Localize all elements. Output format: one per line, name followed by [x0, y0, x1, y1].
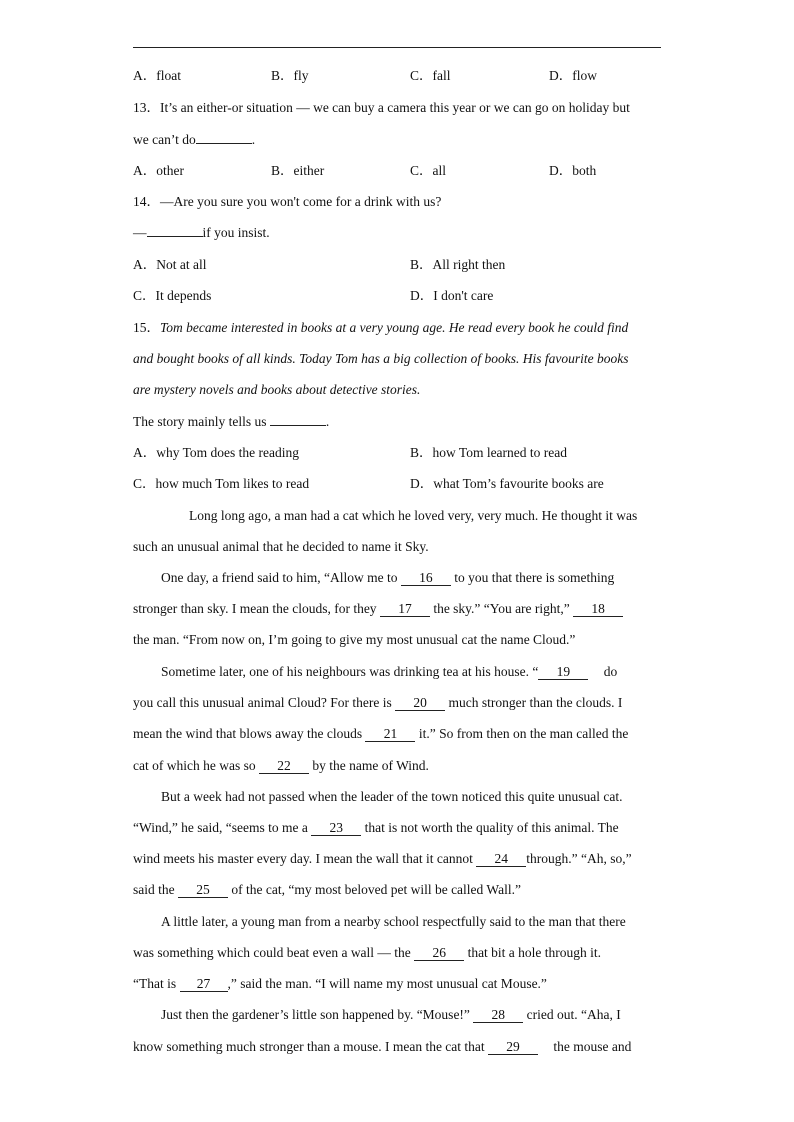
cloze-p6-line1 [161, 1006, 661, 1024]
q15-option-a[interactable]: A．why Tom does the reading [133, 445, 300, 460]
cloze-p1-line1: Long long ago, a man had a cat which he loved very, very much. He thought it was [189, 508, 638, 523]
q14-stem-end: if you insist. [202, 225, 270, 240]
cloze-blank-17: 17 [380, 602, 430, 617]
cloze-blank-22: 22 [259, 759, 309, 774]
q13-stem-end: . [251, 132, 256, 147]
cloze-text: said the [133, 882, 178, 897]
cloze-text: through.” “Ah, so,” [526, 851, 632, 866]
cloze-blank-24: 24 [476, 852, 526, 867]
q15-number: 15． [133, 320, 160, 335]
cloze-text: do [600, 664, 618, 679]
q13-option-b[interactable]: B．either [271, 163, 325, 178]
q15-passage-line3: are mystery novels and books about detective stories. [133, 382, 421, 397]
cloze-p3-line4 [133, 757, 663, 775]
cloze-text: wind meets his master every day. I mean the wall that it cannot [133, 851, 477, 866]
cloze-text: Just then the gardener’s little son happened by. “Mouse!” [161, 1007, 474, 1022]
cloze-text: cat of which he was so [133, 758, 259, 773]
q14-option-c[interactable]: C．It depends [133, 288, 212, 303]
cloze-p4-line4 [133, 881, 663, 899]
cloze-text: it.” So from then on the man called the [415, 726, 629, 741]
cloze-text: cried out. “Aha, I [523, 1007, 621, 1022]
q13-option-a[interactable]: A．other [133, 163, 184, 178]
cloze-text: to you that there is something [450, 570, 615, 585]
q15-question [133, 413, 663, 431]
q12-option-d[interactable]: D．flow [549, 68, 597, 83]
cloze-blank-26: 26 [414, 946, 464, 961]
q13-stem-line2 [133, 131, 663, 149]
cloze-p3-line2 [133, 694, 663, 712]
q15-passage-line2: and bought books of all kinds. Today Tom has a big collection of books. His favourite books [133, 351, 629, 366]
cloze-p4-line3 [133, 850, 663, 868]
q15-passage-text1: Tom became interested in books at a very young age. He read every book he could find [160, 320, 629, 335]
cloze-text: One day, a friend said to him, “Allow me to [161, 570, 401, 585]
cloze-text: by the name of Wind. [308, 758, 429, 773]
q13-blank [196, 143, 252, 144]
cloze-p5-line2 [133, 944, 663, 962]
cloze-text: mean the wind that blows away the clouds [133, 726, 366, 741]
q15-blank [270, 425, 326, 426]
q13-stem-line1: 13．It’s an either-or situation — we can buy a camera this year or we can go on holiday but [133, 100, 630, 115]
cloze-text: “That is [133, 976, 180, 991]
cloze-blank-25: 25 [178, 883, 228, 898]
cloze-blank-16: 16 [401, 571, 451, 586]
cloze-text: of the cat, “my most beloved pet will be called Wall.” [228, 882, 521, 897]
cloze-p4-line1: But a week had not passed when the leader of the town noticed this quite unusual cat. [161, 789, 623, 804]
cloze-text: that bit a hole through it. [464, 945, 602, 960]
cloze-text: know something much stronger than a mouse. I mean the cat that [133, 1039, 489, 1054]
cloze-text: the mouse and [550, 1039, 632, 1054]
q13-option-d[interactable]: D．both [549, 163, 597, 178]
cloze-blank-18: 18 [573, 602, 623, 617]
q14-option-a[interactable]: A．Not at all [133, 257, 207, 272]
q15-question-end: . [325, 414, 330, 429]
cloze-text: that is not worth the quality of this animal. The [361, 820, 619, 835]
cloze-text: the sky.” “You are right,” [429, 601, 574, 616]
q15-passage-line1 [133, 319, 663, 337]
cloze-blank-29: 29 [488, 1040, 538, 1055]
q14-stem-line1: 14．—Are you sure you won't come for a drink with us? [133, 194, 442, 209]
cloze-p3-line1 [161, 663, 661, 681]
cloze-text: Sometime later, one of his neighbours was drinking tea at his house. “ [161, 664, 539, 679]
q14-option-d[interactable]: D．I don't care [410, 288, 494, 303]
q14-dash: — [133, 225, 147, 240]
q14-stem-line2 [133, 224, 663, 242]
cloze-text: you call this unusual animal Cloud? For there is [133, 695, 396, 710]
q15-option-d[interactable]: D．what Tom’s favourite books are [410, 476, 604, 491]
cloze-blank-28: 28 [473, 1008, 523, 1023]
cloze-p5-line3 [133, 975, 663, 993]
cloze-p2-line3: the man. “From now on, I’m going to give my most unusual cat the name Cloud.” [133, 632, 576, 647]
cloze-text: ,” said the man. “I will name my most unusual cat Mouse.” [227, 976, 547, 991]
q12-option-c[interactable]: C．fall [410, 68, 451, 83]
cloze-blank-23: 23 [311, 821, 361, 836]
cloze-blank-20: 20 [395, 696, 445, 711]
q15-option-c[interactable]: C．how much Tom likes to read [133, 476, 310, 491]
cloze-p5-line1: A little later, a young man from a nearby school respectfully said to the man that there [161, 914, 626, 929]
cloze-blank-27: 27 [180, 977, 228, 992]
header-rule [133, 47, 661, 48]
cloze-p2-line1 [161, 569, 661, 587]
q13-option-c[interactable]: C．all [410, 163, 446, 178]
cloze-text: was something which could beat even a wall — the [133, 945, 415, 960]
cloze-text: much stronger than the clouds. I [445, 695, 623, 710]
cloze-text: “Wind,” he said, “seems to me a [133, 820, 312, 835]
q14-option-b[interactable]: B．All right then [410, 257, 506, 272]
cloze-p2-line2 [133, 600, 663, 618]
q15-question-text: The story mainly tells us [133, 414, 270, 429]
cloze-blank-21: 21 [365, 727, 415, 742]
q15-option-b[interactable]: B．how Tom learned to read [410, 445, 568, 460]
q14-blank [147, 236, 203, 237]
cloze-p3-line3 [133, 725, 663, 743]
cloze-p6-line2 [133, 1038, 663, 1056]
q12-option-a[interactable]: A．float [133, 68, 181, 83]
cloze-blank-19: 19 [538, 665, 588, 680]
cloze-text: stronger than sky. I mean the clouds, for they [133, 601, 380, 616]
q12-option-b[interactable]: B．fly [271, 68, 309, 83]
cloze-p1-line2: such an unusual animal that he decided to name it Sky. [133, 539, 429, 554]
cloze-p4-line2 [133, 819, 663, 837]
q13-stem-text: we can’t do [133, 132, 196, 147]
